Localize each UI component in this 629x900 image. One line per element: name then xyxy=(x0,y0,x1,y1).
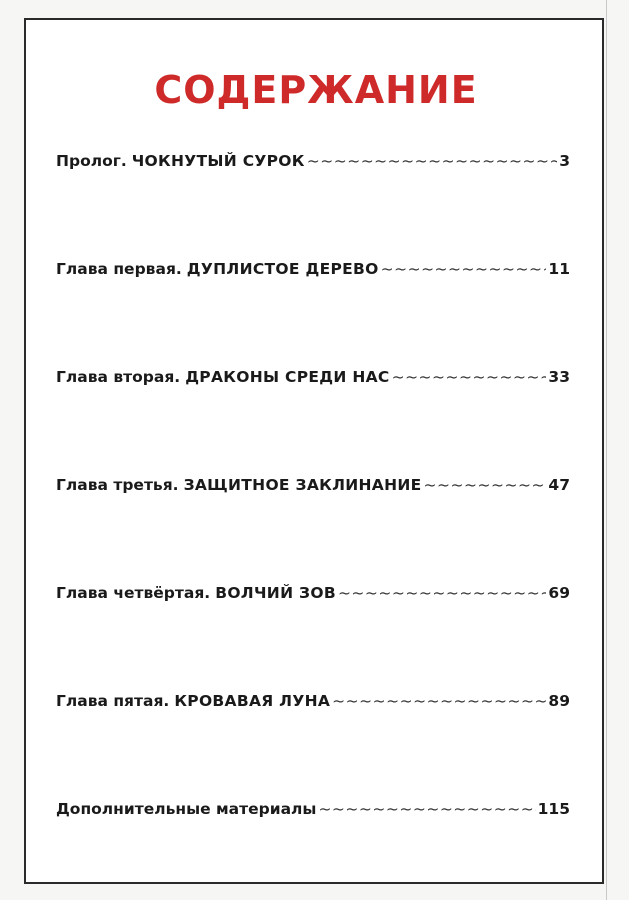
toc-entry-chapter-2[interactable] xyxy=(56,368,570,392)
entry-lead: Глава четвёртая. xyxy=(56,584,211,602)
toc-entry-chapter-1[interactable] xyxy=(56,260,570,284)
toc-entry-chapter-5[interactable] xyxy=(56,692,570,716)
entry-page-number: 47 xyxy=(548,476,570,494)
entry-page-number: 11 xyxy=(548,260,570,278)
contents-frame xyxy=(24,18,604,884)
entry-lead: Глава третья. xyxy=(56,476,179,494)
page-edge-line xyxy=(606,0,607,900)
toc-entry-prologue[interactable] xyxy=(56,152,570,176)
entry-page-number: 33 xyxy=(548,368,570,386)
entry-page-number: 69 xyxy=(548,584,570,602)
entry-lead: Глава пятая. xyxy=(56,692,170,710)
entry-name: КРОВАВАЯ ЛУНА xyxy=(174,692,331,710)
toc-entry-extras[interactable] xyxy=(56,800,570,824)
entry-name: ДРАКОНЫ СРЕДИ НАС xyxy=(185,368,390,386)
leader-dots xyxy=(307,152,557,170)
leader-dots xyxy=(318,800,535,818)
entry-lead: Дополнительные материалы xyxy=(56,800,317,818)
leader-dots xyxy=(392,368,547,386)
entry-name: ЧОКНУТЫЙ СУРОК xyxy=(131,152,305,170)
entry-lead: Глава вторая. xyxy=(56,368,181,386)
contents-title: СОДЕРЖАНИЕ xyxy=(154,68,478,112)
leader-dots xyxy=(332,692,546,710)
leader-dots xyxy=(338,584,546,602)
entry-page-number: 115 xyxy=(537,800,570,818)
entry-name: ВОЛЧИЙ ЗОВ xyxy=(215,584,336,602)
entry-lead: Пролог. xyxy=(56,152,127,170)
leader-dots xyxy=(381,260,547,278)
entry-name: ДУПЛИСТОЕ ДЕРЕВО xyxy=(186,260,379,278)
toc-entry-chapter-3[interactable] xyxy=(56,476,570,500)
entry-lead: Глава первая. xyxy=(56,260,182,278)
entry-name: ЗАЩИТНОЕ ЗАКЛИНАНИЕ xyxy=(183,476,422,494)
entry-page-number: 89 xyxy=(548,692,570,710)
toc-entry-chapter-4[interactable] xyxy=(56,584,570,608)
entry-page-number: 3 xyxy=(559,152,570,170)
leader-dots xyxy=(424,476,547,494)
